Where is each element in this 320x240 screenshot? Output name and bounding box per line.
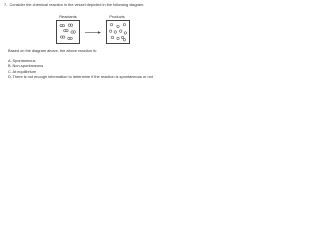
answer-choices	[8, 58, 153, 79]
reactant-molecule	[60, 36, 65, 38]
question-prompt: Based on the diagram above, the above reaction is:	[8, 48, 97, 53]
reactant-molecule	[64, 29, 69, 31]
question-stem	[4, 3, 198, 8]
reactant-molecule	[68, 37, 73, 39]
product-atom	[121, 36, 123, 38]
choice-text: Non-spontaneous	[12, 63, 44, 69]
choice-letter: D.	[8, 73, 12, 79]
product-atom	[111, 36, 113, 38]
product-molecules	[107, 21, 129, 43]
product-atom	[123, 39, 125, 41]
choice-text: At equilibrium	[12, 68, 37, 74]
product-atom	[117, 25, 119, 27]
answer-choice-d[interactable]	[8, 74, 153, 79]
reaction-arrow	[85, 31, 101, 34]
product-atom	[109, 30, 111, 32]
product-atom	[123, 23, 125, 25]
reactant-molecule	[71, 31, 76, 33]
reactants-label: Reactants	[59, 14, 77, 19]
choice-letter: A.	[8, 58, 12, 63]
choice-letter: B.	[8, 63, 12, 69]
reactant-molecules	[57, 21, 79, 43]
reactant-molecule	[60, 24, 65, 26]
reactants-vessel	[56, 20, 80, 44]
question-stem-text: Consider the chemical reaction in the vessel depicted in the following diagram.	[9, 2, 145, 7]
product-atom	[120, 30, 122, 32]
product-atom	[124, 32, 126, 34]
reactant-molecule	[68, 24, 73, 26]
choice-letter: C.	[8, 68, 12, 74]
products-vessel	[106, 20, 130, 44]
choice-text: Spontaneous	[12, 58, 36, 63]
product-atom	[114, 31, 116, 33]
product-atom	[117, 37, 119, 39]
product-atom	[110, 23, 112, 25]
products-label: Products	[109, 14, 125, 19]
question-number: 7-	[4, 2, 8, 7]
choice-text: There is not enough information to determine if the reaction is spontaneous or not	[12, 73, 153, 79]
